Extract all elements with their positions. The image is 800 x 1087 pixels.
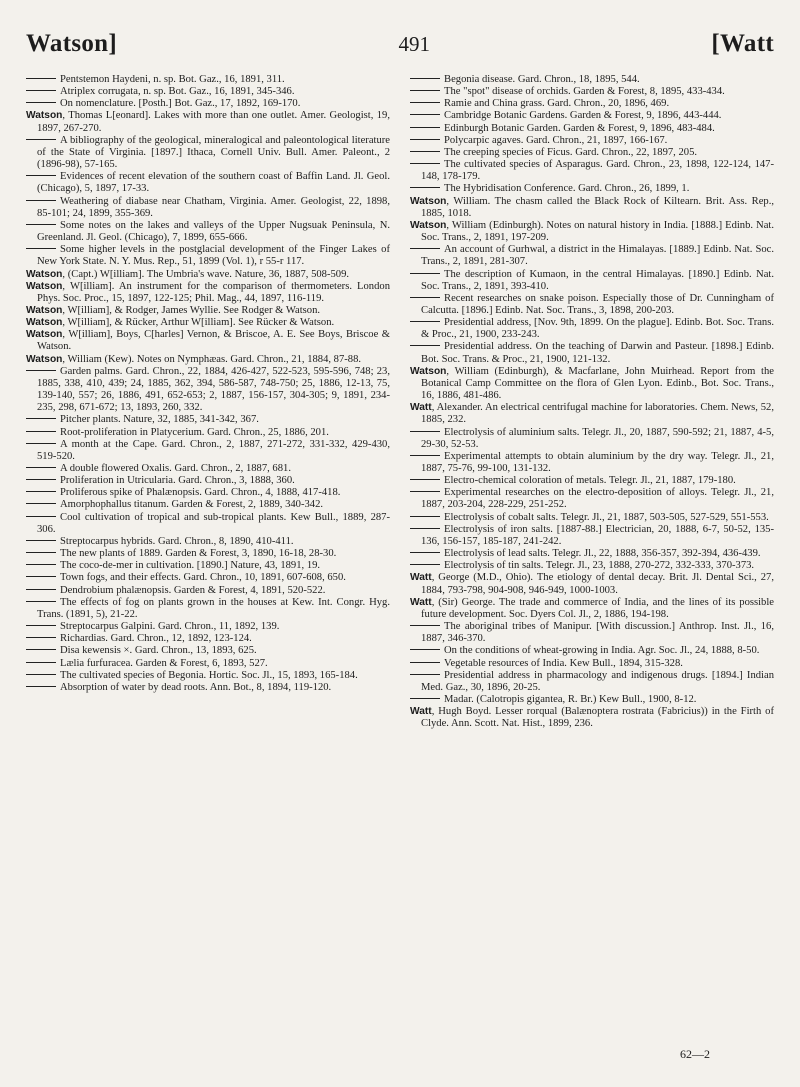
author-heading: Watson (26, 329, 63, 341)
bibliography-entry: Pitcher plants. Nature, 32, 1885, 341-342, 367. (26, 414, 390, 426)
same-author-dash (26, 78, 56, 79)
author-heading: Watson (26, 353, 63, 365)
same-author-dash (26, 443, 56, 444)
same-author-dash (26, 370, 56, 371)
bibliography-entry: Garden palms. Gard. Chron., 22, 1884, 426-427, 522-523, 595-596, 748; 23, 1885, 338, 410, 439; 24, 1885, 362, 394, 586-587, 748-750; 25, 1886, 12-13, 75, 139-140, 557; 26, 1886, 491, 652-653; 2, 1887, 156-157, 304-305; 9, 1891, 234-235, 298, 671-672; 13, 1893, 260, 332. (26, 366, 390, 415)
bibliography-entry: Some notes on the lakes and valleys of the Upper Nugsuak Peninsula, N. Greenland. Jl. Geol. (Chicago), 7, 1899, 655-666. (26, 220, 390, 244)
same-author-dash (26, 601, 56, 602)
same-author-dash (26, 662, 56, 663)
bibliography-entry: Watt, (Sir) George. The trade and commerce of India, and the lines of its possible future development. Soc. Dyers Col. Jl., 2, 1886, 194-198. (410, 596, 774, 620)
bibliography-entry: Madar. (Calotropis gigantea, R. Br.) Kew Bull., 1900, 8-12. (410, 694, 774, 706)
same-author-dash (410, 163, 440, 164)
bibliography-entry: Town fogs, and their effects. Gard. Chron., 10, 1891, 607-608, 650. (26, 572, 390, 584)
bibliography-entry: On nomenclature. [Posth.] Bot. Gaz., 17, 1892, 169-170. (26, 98, 390, 110)
same-author-dash (26, 589, 56, 590)
bibliography-entry: Electrolysis of tin salts. Telegr. Jl., 23, 1888, 270-272, 332-333, 370-373. (410, 560, 774, 572)
same-author-dash (410, 127, 440, 128)
author-heading: Watson (26, 317, 63, 329)
bibliography-entry: Pentstemon Haydeni, n. sp. Bot. Gaz., 16, 1891, 311. (26, 74, 390, 86)
bibliography-entry: Ramie and China grass. Gard. Chron., 20, 1896, 469. (410, 98, 774, 110)
author-heading: Watson (410, 195, 447, 207)
same-author-dash (26, 479, 56, 480)
bibliography-entry: Streptocarpus Galpini. Gard. Chron., 11, 1892, 139. (26, 621, 390, 633)
bibliography-entry: Weathering of diabase near Chatham, Virginia. Amer. Geologist, 22, 1898, 85-101; 24, 1899, 355-369. (26, 196, 390, 220)
bibliography-entry: Electro-chemical coloration of metals. Telegr. Jl., 21, 1887, 179-180. (410, 475, 774, 487)
same-author-dash (410, 479, 440, 480)
bibliography-entry: On the conditions of wheat-growing in India. Agr. Soc. Jl., 24, 1888, 8-50. (410, 645, 774, 657)
bibliography-entry: The cultivated species of Asparagus. Gard. Chron., 23, 1898, 122-124, 147-148, 178-179. (410, 159, 774, 183)
bibliography-entry: Presidential address, [Nov. 9th, 1899. On the plague]. Edinb. Bot. Soc. Trans. & Proc., 21, 1900, 233-243. (410, 317, 774, 341)
bibliography-entry: Presidential address. On the teaching of Darwin and Pasteur. [1898.] Edinb. Bot. Soc. Trans. & Proc., 21, 1900, 121-132. (410, 341, 774, 365)
same-author-dash (410, 662, 440, 663)
page-number: 491 (398, 32, 430, 56)
bibliography-entry: Proliferous spike of Phalænopsis. Gard. Chron., 4, 1888, 417-418. (26, 487, 390, 499)
same-author-dash (26, 102, 56, 103)
bibliography-entry: Disa kewensis ×. Gard. Chron., 13, 1893, 625. (26, 645, 390, 657)
same-author-dash (26, 564, 56, 565)
bibliography-entry: Root-proliferation in Platycerium. Gard. Chron., 25, 1886, 201. (26, 427, 390, 439)
same-author-dash (26, 491, 56, 492)
bibliography-entry: Atriplex corrugata, n. sp. Bot. Gaz., 16, 1891, 345-346. (26, 86, 390, 98)
bibliography-entry: The aboriginal tribes of Manipur. [With discussion.] Anthrop. Inst. Jl., 16, 1887, 346-370. (410, 621, 774, 645)
bibliography-entry: Watt, George (M.D., Ohio). The etiology of dental decay. Brit. Jl. Dental Sci., 27, 1884, 793-798, 904-908, 946-949, 1000-1003. (410, 572, 774, 596)
same-author-dash (410, 516, 440, 517)
same-author-dash (410, 649, 440, 650)
bibliography-entry: Evidences of recent elevation of the southern coast of Baffin Land. Jl. Geol. (Chicago), 5, 1897, 17-33. (26, 171, 390, 195)
bibliography-entry: Electrolysis of aluminium salts. Telegr. Jl., 20, 1887, 590-592; 21, 1887, 4-5, 29-30, 52-53. (410, 427, 774, 451)
same-author-dash (26, 576, 56, 577)
same-author-dash (26, 516, 56, 517)
same-author-dash (410, 248, 440, 249)
bibliography-entry: Polycarpic agaves. Gard. Chron., 21, 1897, 166-167. (410, 135, 774, 147)
same-author-dash (26, 175, 56, 176)
bibliography-entry: Watson, Thomas L[eonard]. Lakes with more than one outlet. Amer. Geologist, 19, 1897, 267-270. (26, 110, 390, 134)
bibliography-entry: Watson, W[illiam], & Rodger, James Wyllie. See Rodger & Watson. (26, 304, 321, 316)
bibliography-entry: Recent researches on snake poison. Especially those of Dr. Cunningham of Calcutta. [1896.] Edinb. Nat. Soc. Trans., 3, 1898, 200-203. (410, 293, 774, 317)
same-author-dash (26, 90, 56, 91)
bibliography-entry: Proliferation in Utricularia. Gard. Chron., 3, 1888, 360. (26, 475, 390, 487)
bibliography-entry: Experimental researches on the electro-deposition of alloys. Telegr. Jl., 21, 1887, 203-204, 228-229, 251-252. (410, 487, 774, 511)
same-author-dash (26, 674, 56, 675)
same-author-dash (26, 200, 56, 201)
author-heading: Watt (410, 596, 432, 608)
bibliography-entry: Watson, W[illiam]. An instrument for the comparison of thermometers. London Phys. Soc. Proc., 15, 1897, 122-125; Phil. Mag., 44, 1897, 116-119. (26, 280, 390, 304)
same-author-dash (26, 418, 56, 419)
bibliography-entry: Watson, William (Kew). Notes on Nymphæas. Gard. Chron., 21, 1884, 87-88. (26, 353, 362, 365)
same-author-dash (410, 102, 440, 103)
bibliography-entry: The effects of fog on plants grown in the houses at Kew. Int. Congr. Hyg. Trans. (1891, 5), 21-22. (26, 597, 390, 621)
bibliography-entry: The coco-de-mer in cultivation. [1890.] Nature, 43, 1891, 19. (26, 560, 390, 572)
entry-columns (26, 74, 774, 730)
author-heading: Watson (26, 110, 63, 122)
author-heading: Watson (410, 219, 447, 231)
header-right: [Watt (711, 30, 774, 57)
same-author-dash (26, 248, 56, 249)
bibliography-entry: Amorphophallus titanum. Garden & Forest, 2, 1889, 340-342. (26, 499, 390, 511)
bibliography-entry: Watt, Hugh Boyd. Lesser rorqual (Balænoptera rostrata (Fabricius)) in the Firth of Clyde. Ann. Scott. Nat. Hist., 1899, 236. (410, 706, 774, 730)
bibliography-entry: Electrolysis of iron salts. [1887-88.] Electrician, 20, 1888, 6-7, 50-52, 135-136, 156-157, 185-187, 241-242. (410, 524, 774, 548)
left-column (26, 74, 390, 730)
same-author-dash (410, 698, 440, 699)
bibliography-entry: Vegetable resources of India. Kew Bull., 1894, 315-328. (410, 658, 774, 670)
bibliography-entry: Watt, Alexander. An electrical centrifugal machine for laboratories. Chem. News, 52, 1885, 232. (410, 402, 774, 426)
same-author-dash (410, 431, 440, 432)
bibliography-entry: The description of Kumaon, in the central Himalayas. [1890.] Edinb. Nat. Soc. Trans., 2, 1891, 393-410. (410, 269, 774, 293)
same-author-dash (26, 649, 56, 650)
same-author-dash (410, 297, 440, 298)
bibliography-entry: A double flowered Oxalis. Gard. Chron., 2, 1887, 681. (26, 463, 390, 475)
same-author-dash (26, 552, 56, 553)
same-author-dash (410, 552, 440, 553)
same-author-dash (26, 467, 56, 468)
bibliography-entry: Absorption of water by dead roots. Ann. Bot., 8, 1894, 119-120. (26, 682, 390, 694)
bibliography-entry: Richardias. Gard. Chron., 12, 1892, 123-124. (26, 633, 390, 645)
bibliography-entry: Watson, William. The chasm called the Black Rock of Kiltearn. Brit. Ass. Rep., 1885, 1018. (410, 195, 774, 219)
same-author-dash (26, 224, 56, 225)
bibliography-entry: An account of Gurhwal, a district in the Himalayas. [1889.] Edinb. Nat. Soc. Trans., 2, 1891, 281-307. (410, 244, 774, 268)
same-author-dash (410, 78, 440, 79)
same-author-dash (410, 455, 440, 456)
bibliography-entry: Some higher levels in the postglacial development of the Finger Lakes of New York State. N. Y. Mus. Rep., 51, 1899 (Vol. 1), r 55-r 117. (26, 244, 390, 268)
bibliography-entry: Experimental attempts to obtain aluminium by the dry way. Telegr. Jl., 21, 1887, 75-76, 99-100, 131-132. (410, 451, 774, 475)
author-heading: Watson (26, 304, 63, 316)
same-author-dash (26, 686, 56, 687)
bibliography-entry: Electrolysis of lead salts. Telegr. Jl., 22, 1888, 356-357, 392-394, 436-439. (410, 548, 774, 560)
same-author-dash (410, 345, 440, 346)
same-author-dash (410, 187, 440, 188)
running-header (26, 30, 774, 74)
bibliography-entry: Streptocarpus hybrids. Gard. Chron., 8, 1890, 410-411. (26, 536, 390, 548)
right-column (410, 74, 774, 730)
bibliography-entry: The cultivated species of Begonia. Hortic. Soc. Jl., 15, 1893, 165-184. (26, 670, 390, 682)
same-author-dash (410, 90, 440, 91)
bibliography-entry: Watson, W[illiam], Boys, C[harles] Vernon, & Briscoe, A. E. See Boys, Briscoe & Watson. (26, 329, 390, 353)
same-author-dash (26, 540, 56, 541)
same-author-dash (26, 139, 56, 140)
bibliography-entry: Presidential address in pharmacology and indigenous drugs. [1894.] Indian Med. Gaz., 30, 1896, 20-25. (410, 670, 774, 694)
bibliography-entry: Dendrobium phalænopsis. Garden & Forest, 4, 1891, 520-522. (26, 585, 390, 597)
same-author-dash (410, 674, 440, 675)
same-author-dash (410, 321, 440, 322)
author-heading: Watson (410, 365, 447, 377)
same-author-dash (410, 528, 440, 529)
bibliography-entry: The creeping species of Ficus. Gard. Chron., 22, 1897, 205. (410, 147, 774, 159)
author-heading: Watson (26, 280, 63, 292)
same-author-dash (26, 431, 56, 432)
same-author-dash (410, 564, 440, 565)
same-author-dash (410, 114, 440, 115)
same-author-dash (26, 503, 56, 504)
bibliography-entry: Watson, W[illiam], & Rücker, Arthur W[illiam]. See Rücker & Watson. (26, 317, 335, 329)
bibliography-entry: Watson, William (Edinburgh). Notes on natural history in India. [1888.] Edinb. Nat. Soc. Trans., 2, 1891, 197-209. (410, 219, 774, 244)
author-heading: Watt (410, 706, 432, 718)
bibliography-entry: The Hybridisation Conference. Gard. Chron., 26, 1899, 1. (410, 183, 774, 195)
signature-mark: 62—2 (680, 1047, 710, 1061)
author-heading: Watt (410, 402, 432, 414)
bibliography-entry: The new plants of 1889. Garden & Forest, 3, 1890, 16-18, 28-30. (26, 548, 390, 560)
bibliography-entry: Begonia disease. Gard. Chron., 18, 1895, 544. (410, 74, 774, 86)
bibliography-entry: Lælia furfuracea. Garden & Forest, 6, 1893, 527. (26, 658, 390, 670)
bibliography-entry: Electrolysis of cobalt salts. Telegr. Jl., 21, 1887, 503-505, 527-529, 551-553. (410, 512, 774, 524)
author-heading: Watson (26, 268, 63, 280)
bibliography-entry: Cambridge Botanic Gardens. Garden & Forest, 9, 1896, 443-444. (410, 110, 774, 122)
header-left: Watson] (26, 30, 118, 57)
bibliography-entry: The "spot" disease of orchids. Garden & Forest, 8, 1895, 433-434. (410, 86, 774, 98)
bibliography-entry: Watson, William (Edinburgh), & Macfarlane, John Muirhead. Report from the Botanical Camp Committee on the flora of Glen Lyon. Edinb., Bot. Soc. Trans., 16, 1886, 481-486. (410, 365, 774, 402)
same-author-dash (410, 139, 440, 140)
same-author-dash (410, 491, 440, 492)
bibliography-entry: A month at the Cape. Gard. Chron., 2, 1887, 271-272, 331-332, 429-430, 519-520. (26, 439, 390, 463)
bibliography-entry: Cool cultivation of tropical and sub-tropical plants. Kew Bull., 1889, 287-306. (26, 512, 390, 536)
same-author-dash (26, 625, 56, 626)
same-author-dash (26, 637, 56, 638)
same-author-dash (410, 625, 440, 626)
bibliography-entry: Edinburgh Botanic Garden. Garden & Forest, 9, 1896, 483-484. (410, 123, 774, 135)
bibliography-entry: A bibliography of the geological, mineralogical and paleontological literature of the State of Virginia. [1897.] Ithaca, Cornell Univ. Bull. Amer. Paleont., 2 (1896-98), 57-165. (26, 135, 390, 171)
same-author-dash (410, 273, 440, 274)
bibliography-entry: Watson, (Capt.) W[illiam]. The Umbria's wave. Nature, 36, 1887, 508-509. (26, 268, 350, 280)
author-heading: Watt (410, 572, 432, 584)
same-author-dash (410, 151, 440, 152)
